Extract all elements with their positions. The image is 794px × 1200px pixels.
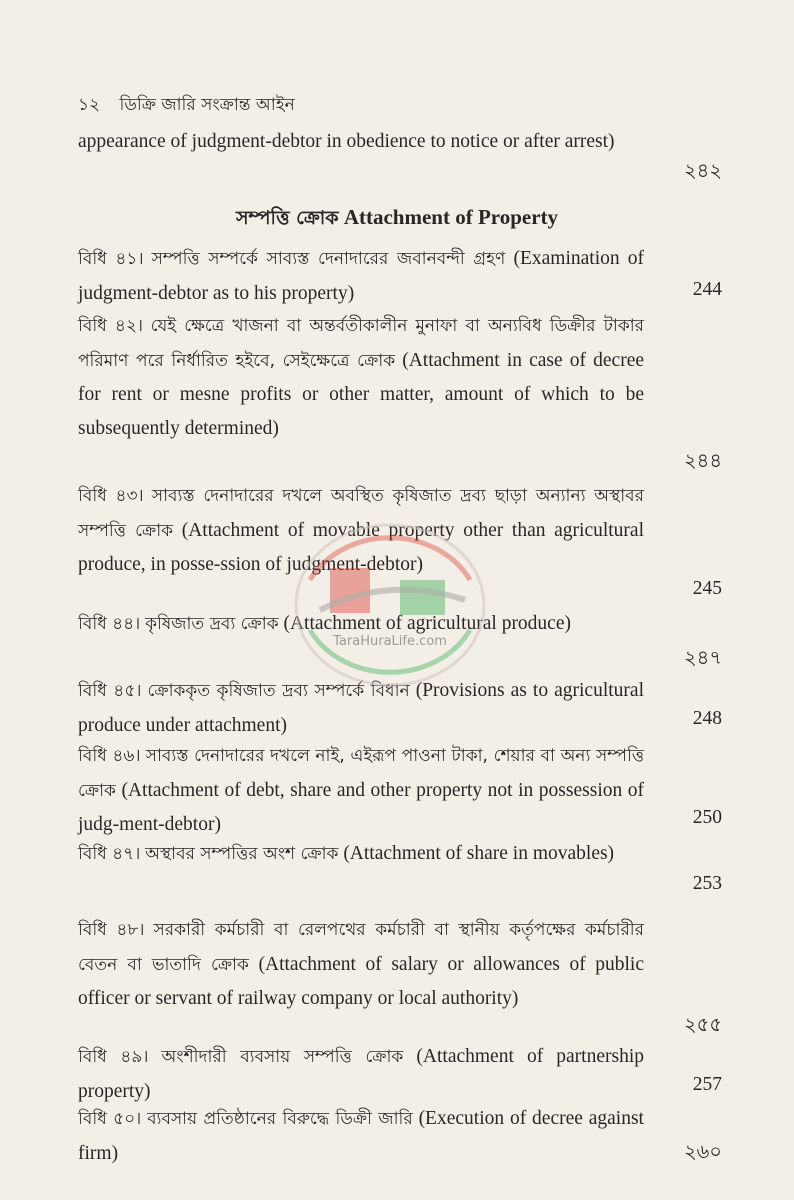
rule-label: বিধি ৪৯। bbox=[78, 1047, 149, 1067]
entry-bn-text: সাব্যস্ত দেনাদারের দখলে অবস্থিত কৃষিজাত দ্রব্য ছাড়া অন্যান্য অস্থাবর সম্পত্তি ক্রোক bbox=[78, 486, 644, 541]
rule-label: বিধি ৪৬। bbox=[78, 746, 141, 766]
toc-page-ref: 244 bbox=[692, 279, 722, 300]
rule-label: বিধি ৫০। bbox=[78, 1109, 142, 1129]
entry-en-text: (Attachment of debt, share and other property not in possession of judg-ment-debtor) bbox=[78, 779, 645, 835]
entry-en-text: (Examination of judgment-debtor as to his property) bbox=[78, 248, 645, 304]
toc-page-ref: 245 bbox=[692, 578, 722, 599]
entry-bn-text: ব্যবসায় প্রতিষ্ঠানের বিরুদ্ধে ডিক্রী জারি bbox=[147, 1109, 413, 1129]
entry-bn-text: কৃষিজাত দ্রব্য ক্রোক bbox=[145, 614, 279, 634]
entry-en-text: (Provisions as to agricultural produce under attachment) bbox=[78, 680, 644, 736]
entry-bn-text: অংশীদারী ব্যবসায় সম্পত্তি ক্রোক bbox=[161, 1047, 404, 1067]
entry-en-text: (Attachment of share in movables) bbox=[343, 843, 615, 864]
continuation-text: appearance of judgment-debtor in obedience to notice or after arrest) bbox=[78, 131, 615, 152]
continuation-page-ref: ২৪২ bbox=[683, 161, 722, 182]
toc-page-ref: 257 bbox=[692, 1074, 722, 1095]
watermark-logo bbox=[290, 520, 490, 690]
entry-en-text: (Attachment in case of decree for rent or mesne profits or other matter, amount of which to be subsequently determined) bbox=[78, 349, 645, 439]
entry-bn-text: সরকারী কর্মচারী বা রেলপথের কর্মচারী বা স্থানীয় কর্তৃপক্ষের কর্মচারীর বেতন বা ভাতাদি ক্রোক bbox=[78, 920, 645, 975]
rule-label: বিধি ৪২। bbox=[78, 316, 143, 336]
toc-page-ref: ২৫৫ bbox=[684, 1015, 722, 1036]
toc-page-ref: 250 bbox=[692, 807, 722, 828]
rule-label: বিধি ৪৭। bbox=[78, 844, 141, 864]
rule-label: বিধি ৪৮। bbox=[78, 920, 145, 940]
page-number: ১২ bbox=[78, 95, 101, 115]
section-heading-bn: সম্পত্তি ক্রোক bbox=[235, 207, 339, 229]
entry-bn-text: সম্পত্তি সম্পর্কে সাব্যস্ত দেনাদারের জবানবন্দী গ্রহণ bbox=[151, 249, 506, 269]
entry-bn-text: ক্রোককৃত কৃষিজাত দ্রব্য সম্পর্কে বিধান bbox=[147, 681, 410, 701]
entry-en-text: (Attachment of salary or allowances of public officer or servant of railway company or local authority) bbox=[78, 953, 644, 1009]
running-title: ডিক্রি জারি সংক্রান্ত আইন bbox=[119, 95, 295, 115]
rule-label: বিধি ৪৪। bbox=[78, 614, 141, 634]
entry-en-text: (Attachment of partnership property) bbox=[78, 1046, 644, 1102]
toc-page-ref: ২৪৭ bbox=[683, 648, 722, 669]
entry-en-text: (Attachment of movable property other than agricultural produce, in posse-ssion of judgment-debtor) bbox=[78, 519, 644, 575]
entry-bn-text: অস্থাবর সম্পত্তির অংশ ক্রোক bbox=[145, 844, 339, 864]
rule-label: বিধি ৪৩। bbox=[78, 486, 144, 506]
section-heading-en: Attachment of Property bbox=[343, 205, 559, 229]
toc-page-ref: ২৪৪ bbox=[684, 451, 722, 472]
toc-page-ref: 248 bbox=[692, 708, 722, 729]
toc-entry-50 bbox=[78, 1102, 644, 1170]
entry-bn-text: সাব্যস্ত দেনাদারের দখলে নাই, এইরূপ পাওনা টাকা, শেয়ার বা অন্য সম্পত্তি ক্রোক bbox=[78, 746, 645, 801]
running-header bbox=[78, 92, 295, 120]
toc-page-ref: 253 bbox=[692, 873, 722, 894]
toc-entry-46 bbox=[78, 739, 644, 842]
toc-entry-47 bbox=[78, 837, 644, 872]
entry-en-text: (Execution of decree against firm) bbox=[78, 1108, 644, 1164]
toc-entry-48 bbox=[78, 913, 644, 1016]
toc-page-ref: ২৬০ bbox=[683, 1142, 722, 1163]
entry-en-text: (Attachment of agricultural produce) bbox=[283, 613, 571, 634]
toc-entry-49 bbox=[78, 1040, 644, 1108]
watermark-text: TaraHuraLife.com bbox=[333, 634, 447, 649]
rule-label: বিধি ৪১। bbox=[78, 249, 144, 269]
toc-entry-41 bbox=[78, 242, 644, 310]
entry-bn-text: যেই ক্ষেত্রে খাজনা বা অন্তর্বতীকালীন মুনাফা বা অন্যবিধ ডিক্রীর টাকার পরিমাণ পরে নির্ধারিত হইবে, সেইক্ষেত্রে ক্রোক bbox=[78, 316, 644, 371]
section-heading bbox=[0, 204, 794, 236]
rule-label: বিধি ৪৫। bbox=[78, 681, 142, 701]
toc-entry-42 bbox=[78, 309, 644, 445]
